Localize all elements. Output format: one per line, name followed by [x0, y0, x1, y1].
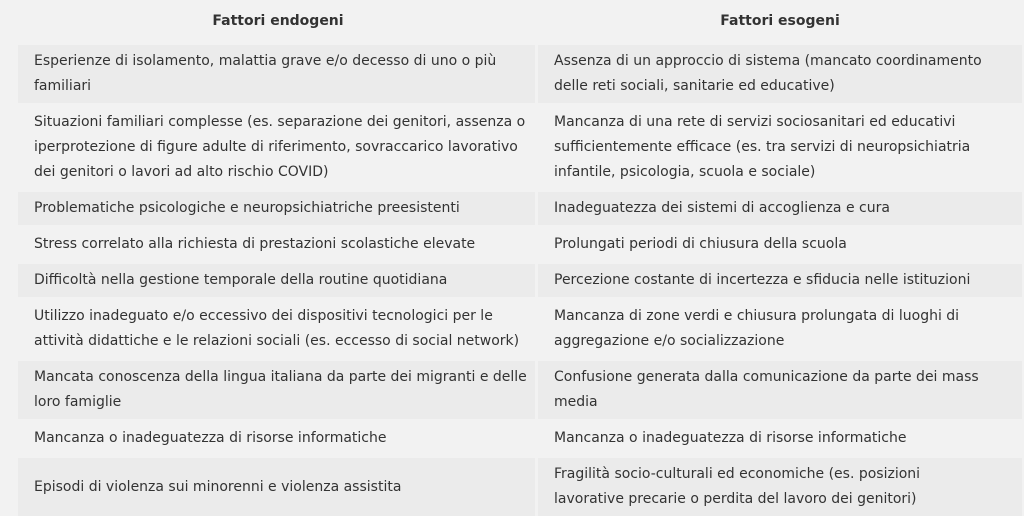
- cell-esogeni: [538, 225, 1022, 261]
- cell-endogeni: [18, 419, 538, 455]
- table-row: [18, 189, 1022, 225]
- cell-line: Esperienze di isolamento, malattia grave e/o decesso di uno o più: [34, 53, 497, 69]
- cell-esogeni: [538, 455, 1022, 516]
- cell-line: Utilizzo inadeguato e/o eccessivo dei dispositivi tecnologici per le: [34, 308, 493, 324]
- cell-line: familiari: [34, 78, 92, 94]
- cell-endogeni: [18, 225, 538, 261]
- table-row: [18, 297, 1022, 358]
- cell-esogeni: [538, 261, 1022, 297]
- cell-esogeni: [538, 419, 1022, 455]
- cell-esogeni: [538, 358, 1022, 419]
- cell-line: Situazioni familiari complesse (es. separazione dei genitori, assenza o: [34, 114, 526, 130]
- cell-line: Difficoltà nella gestione temporale della routine quotidiana: [34, 272, 448, 288]
- factors-table: [18, 0, 1022, 516]
- cell-line: Mancata conoscenza della lingua italiana da parte dei migranti e delle: [34, 369, 527, 385]
- table-row: [18, 455, 1022, 516]
- cell-line: iperprotezione di figure adulte di riferimento, sovraccarico lavorativo: [34, 139, 518, 155]
- cell-endogeni: [18, 358, 538, 419]
- cell-line: Stress correlato alla richiesta di prestazioni scolastiche elevate: [34, 236, 476, 252]
- cell-endogeni: [18, 42, 538, 103]
- cell-line: Fragilità socio-culturali ed economiche (es. posizioni: [554, 466, 921, 482]
- cell-line: lavorative precarie o perdita del lavoro dei genitori): [554, 491, 917, 507]
- cell-esogeni: [538, 297, 1022, 358]
- cell-line: aggregazione e/o socializzazione: [554, 333, 785, 349]
- table-body: [18, 42, 1022, 516]
- cell-line: Assenza di un approccio di sistema (mancato coordinamento: [554, 53, 982, 69]
- cell-line: delle reti sociali, sanitarie ed educative): [554, 78, 835, 94]
- cell-line: Mancanza o inadeguatezza di risorse informatiche: [34, 430, 387, 446]
- cell-line: infantile, psicologia, scuola e sociale): [554, 164, 816, 180]
- header-endogeni: Fattori endogeni: [212, 13, 344, 29]
- cell-line: Mancanza di una rete di servizi sociosanitari ed educativi: [554, 114, 956, 130]
- cell-endogeni: [18, 189, 538, 225]
- cell-line: Confusione generata dalla comunicazione da parte dei mass: [554, 369, 979, 385]
- table-header: [18, 0, 1022, 42]
- cell-line: media: [554, 394, 598, 410]
- table-row: [18, 225, 1022, 261]
- cell-line: Episodi di violenza sui minorenni e violenza assistita: [34, 478, 402, 495]
- header-row: [18, 0, 1022, 42]
- cell-endogeni: [18, 261, 538, 297]
- table-row: [18, 358, 1022, 419]
- cell-esogeni: [538, 189, 1022, 225]
- cell-line: Percezione costante di incertezza e sfiducia nelle istituzioni: [554, 272, 971, 288]
- table-row: [18, 261, 1022, 297]
- header-esogeni: Fattori esogeni: [720, 13, 840, 29]
- cell-endogeni: [18, 455, 538, 516]
- table-row: [18, 419, 1022, 455]
- cell-line: loro famiglie: [34, 394, 122, 410]
- cell-line: sufficientemente efficace (es. tra servizi di neuropsichiatria: [554, 139, 971, 155]
- cell-endogeni: [18, 297, 538, 358]
- table-row: [18, 42, 1022, 103]
- cell-line: Problematiche psicologiche e neuropsichiatriche preesistenti: [34, 200, 460, 216]
- cell-line: Mancanza di zone verdi e chiusura prolungata di luoghi di: [554, 308, 960, 324]
- table-row: [18, 103, 1022, 189]
- cell-line: Mancanza o inadeguatezza di risorse informatiche: [554, 430, 907, 446]
- cell-line: dei genitori o lavori ad alto rischio COVID): [34, 164, 329, 180]
- cell-line: Prolungati periodi di chiusura della scuola: [554, 236, 847, 252]
- cell-esogeni: [538, 103, 1022, 189]
- cell-line: attività didattiche e le relazioni sociali (es. eccesso di social network): [34, 333, 520, 349]
- cell-line: Inadeguatezza dei sistemi di accoglienza e cura: [554, 200, 890, 216]
- cell-esogeni: [538, 42, 1022, 103]
- cell-endogeni: [18, 103, 538, 189]
